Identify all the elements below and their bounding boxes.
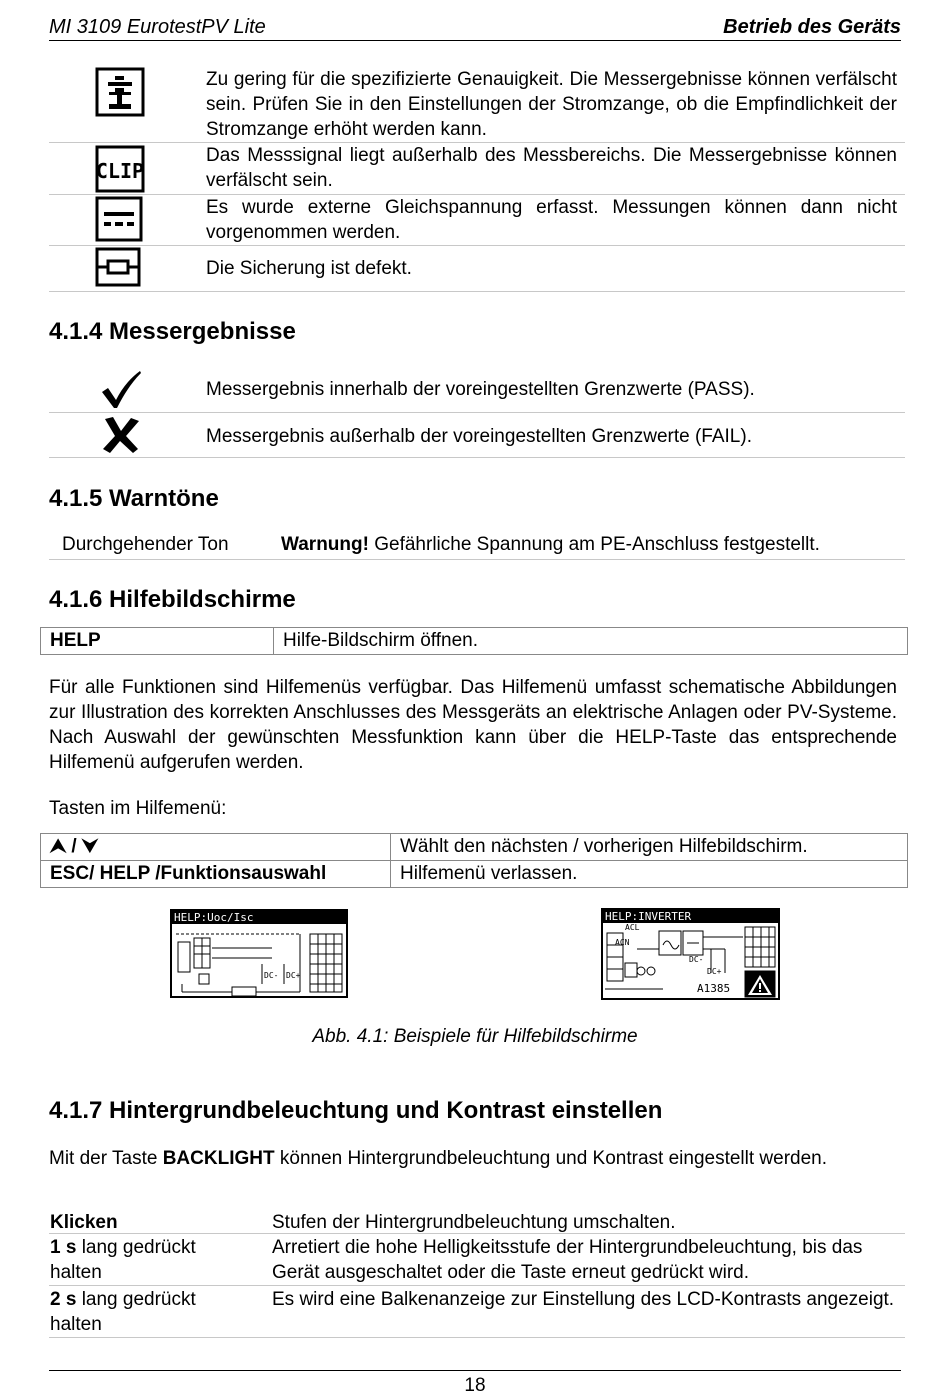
key-label: ESC/ HELP /Funktionsauswahl [41, 861, 391, 888]
table-row [41, 628, 908, 655]
table-row [41, 861, 908, 888]
action-desc: Arretiert die hohe Helligkeitsstufe der Hintergrundbeleuchtung, bis das Gerät ausgeschaltet oder die Taste erneut gedrückt wird. [272, 1237, 863, 1283]
section-title-417: 4.1.7 Hintergrundbeleuchtung und Kontrast einstellen [49, 1097, 663, 1124]
result-row-pass [49, 365, 905, 413]
uoc-isc-schematic [172, 924, 346, 996]
symbol-row-clip [49, 142, 905, 195]
header-chapter: Betrieb des Geräts [723, 16, 901, 38]
page-number: 18 [464, 1375, 486, 1396]
help-screen-uoc-isc [170, 909, 348, 998]
section-title-415: 4.1.5 Warntöne [49, 485, 219, 512]
svg-text:CLIP: CLIP [95, 159, 145, 183]
action-label [50, 1235, 230, 1285]
warning-bold: Warnung! [281, 534, 369, 555]
key-desc: Wählt den nächsten / vorherigen Hilfebildschirm. [391, 834, 908, 861]
schematic-label: DC+ [286, 971, 301, 980]
symbol-text: Es wurde externe Gleichspannung erfasst. Messungen können dann nicht vorgenommen werden. [206, 197, 897, 243]
intro-text: können Hintergrundbeleuchtung und Kontrast eingestellt werden. [274, 1148, 828, 1169]
action-desc: Es wird eine Balkenanzeige zur Einstellung des LCD-Kontrasts angezeigt. [272, 1289, 895, 1310]
symbol-text: Das Messsignal liegt außerhalb des Messbereichs. Die Messergebnisse können verfälscht sein. [206, 145, 897, 191]
checkmark-icon [99, 368, 143, 410]
backlight-key: BACKLIGHT [162, 1148, 275, 1169]
cross-icon [99, 415, 143, 455]
backlight-row [49, 1233, 905, 1286]
action-label [50, 1210, 118, 1235]
symbol-text: Zu gering für die spezifizierte Genauigkeit. Die Messergebnisse können verfälscht sein. Prüfen Sie in den Einstellungen der Stromzange, ob die Empfindlichkeit der Stromzange erhöht werden kann. [206, 69, 897, 140]
screen-title: HELP:INVERTER [603, 910, 778, 923]
schematic-label: DC- [264, 971, 279, 980]
backlight-row [49, 1208, 905, 1234]
intro-text: Mit der Taste [49, 1148, 163, 1169]
clip-icon [95, 145, 145, 193]
dc-voltage-icon [95, 196, 143, 242]
footer-rule [49, 1370, 901, 1371]
backlight-intro [49, 1146, 897, 1171]
schematic-label: ACL [625, 923, 640, 932]
result-text: Messergebnis außerhalb der voreingestellten Grenzwerte (FAIL). [206, 426, 752, 447]
symbol-row-low-accuracy [49, 62, 905, 143]
help-key-desc: Hilfe-Bildschirm öffnen. [274, 628, 908, 655]
figure-caption: Abb. 4.1: Beispiele für Hilfebildschirme [312, 1026, 638, 1047]
section-title-416: 4.1.6 Hilfebildschirme [49, 586, 296, 613]
key-desc: Hilfemenü verlassen. [391, 861, 908, 888]
help-menu-keys-table [40, 833, 908, 888]
symbol-text: Die Sicherung ist defekt. [206, 258, 412, 279]
low-accuracy-icon [95, 67, 145, 117]
tone-label: Durchgehender Ton [62, 534, 229, 555]
backlight-row [49, 1285, 905, 1338]
action-bold: Klicken [50, 1212, 118, 1233]
schematic-label: DC+ [707, 967, 722, 976]
action-rest: lang gedrückt halten [50, 1237, 196, 1283]
warning-text: Gefährliche Spannung am PE-Anschluss festgestellt. [368, 534, 820, 555]
symbol-row-fuse [49, 245, 905, 292]
fuse-icon [95, 247, 141, 287]
schematic-label: ACN [615, 938, 630, 947]
screen-title: HELP:Uoc/Isc [172, 911, 346, 924]
symbol-row-dc-voltage [49, 194, 905, 246]
result-row-fail [49, 412, 905, 458]
table-row [41, 834, 908, 861]
action-label [50, 1287, 230, 1337]
key-label: ⮝ / ⮟ [41, 834, 391, 861]
section-title-414: 4.1.4 Messergebnisse [49, 318, 296, 345]
help-keys-intro: Tasten im Hilfemenü: [49, 798, 227, 819]
page-header [49, 14, 901, 41]
warning-tone-row [49, 532, 905, 560]
tone-description [281, 534, 820, 556]
action-bold: 2 s [50, 1289, 77, 1310]
header-product: MI 3109 EurotestPV Lite [49, 16, 266, 38]
result-text: Messergebnis innerhalb der voreingestellten Grenzwerte (PASS). [206, 379, 755, 400]
help-screen-inverter [601, 908, 780, 1000]
help-key-table [40, 627, 908, 655]
help-key: HELP [41, 628, 274, 655]
schematic-label: DC- [689, 955, 704, 964]
action-rest: lang gedrückt halten [50, 1289, 196, 1335]
action-desc: Stufen der Hintergrundbeleuchtung umschalten. [272, 1212, 676, 1233]
device-model-label: A1385 [697, 982, 731, 995]
help-paragraph: Für alle Funktionen sind Hilfemenüs verfügbar. Das Hilfemenü umfasst schematische Abbildungen zur Illustration des korrekten Anschlusses des Messgeräts an elektrische Anlagen oder PV-Systeme. Nach Auswahl der gewünschten Messfunktion kann über die HELP-Taste das entsprechende Hilfemenü aufgerufen werden. [49, 677, 897, 773]
action-bold: 1 s [50, 1237, 77, 1258]
